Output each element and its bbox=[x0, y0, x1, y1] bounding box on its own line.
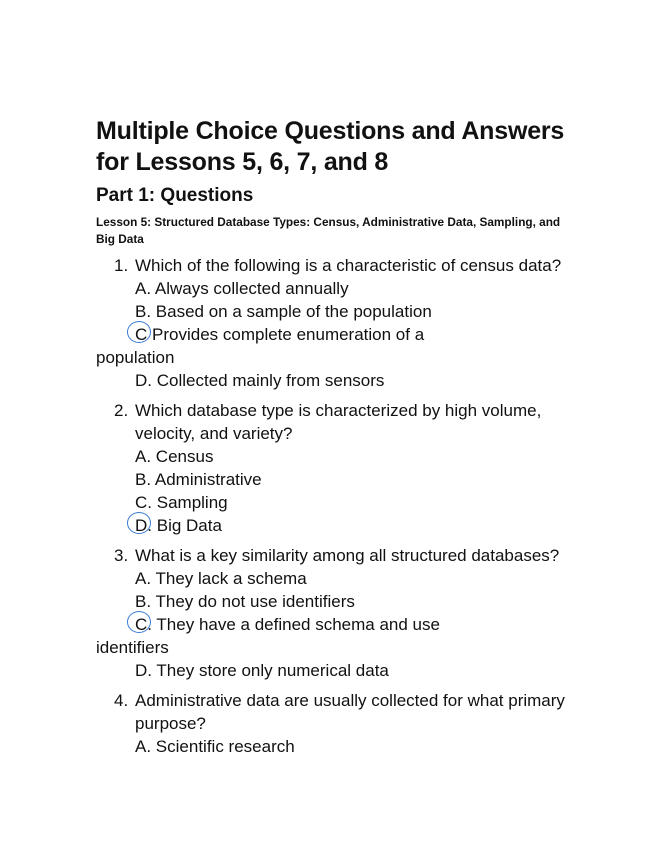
option-d bbox=[135, 659, 576, 682]
option-c bbox=[135, 491, 576, 514]
option-text: Census bbox=[155, 447, 214, 466]
question-number: 1. bbox=[114, 256, 129, 275]
option-letter: D. bbox=[135, 661, 152, 680]
option-c-correct bbox=[96, 323, 576, 369]
lesson-heading: Lesson 5: Structured Database Types: Census, Administrative Data, Sampling, and Big Data bbox=[96, 215, 561, 246]
option-b bbox=[135, 468, 576, 491]
option-a bbox=[135, 445, 576, 468]
answer-circle-mark: C bbox=[135, 325, 148, 344]
option-text-continued: population bbox=[96, 348, 175, 367]
question-3 bbox=[96, 544, 576, 682]
option-b bbox=[135, 590, 576, 613]
question-number: 3. bbox=[114, 546, 129, 565]
option-a bbox=[135, 277, 576, 300]
question-text: Which of the following is a characteristic of census data? bbox=[135, 256, 562, 275]
question-4 bbox=[96, 689, 576, 758]
question-1 bbox=[96, 254, 576, 392]
question-text: Which database type is characterized by high volume, velocity, and variety? bbox=[135, 401, 542, 443]
option-letter: B. bbox=[135, 592, 152, 611]
option-text: Always collected annually bbox=[154, 279, 349, 298]
answer-circle-mark: C. bbox=[135, 615, 152, 634]
option-text: They have a defined schema and use bbox=[156, 615, 440, 634]
option-text: Provides complete enumeration of a bbox=[152, 325, 425, 344]
option-letter: A. bbox=[135, 279, 152, 298]
option-b bbox=[135, 300, 576, 323]
option-letter: B. bbox=[135, 470, 152, 489]
option-text: Sampling bbox=[156, 493, 228, 512]
option-text: Administrative bbox=[154, 470, 262, 489]
option-text-continued: identifiers bbox=[96, 638, 169, 657]
option-letter: D. bbox=[135, 371, 152, 390]
option-text: Based on a sample of the population bbox=[155, 302, 432, 321]
question-number: 2. bbox=[114, 401, 129, 420]
document-page bbox=[96, 116, 576, 758]
option-c-correct bbox=[96, 613, 576, 659]
option-a bbox=[135, 567, 576, 590]
part-heading: Part 1: Questions bbox=[96, 185, 254, 206]
option-text: They lack a schema bbox=[155, 569, 307, 588]
option-text: Collected mainly from sensors bbox=[156, 371, 385, 390]
option-letter: C. bbox=[135, 493, 152, 512]
option-d bbox=[135, 369, 576, 392]
option-a bbox=[135, 735, 576, 758]
question-text: What is a key similarity among all structured databases? bbox=[135, 546, 560, 565]
option-text: Big Data bbox=[156, 516, 222, 535]
question-number: 4. bbox=[114, 691, 129, 710]
answer-circle-mark: D. bbox=[135, 516, 152, 535]
option-letter: A. bbox=[135, 447, 152, 466]
option-text: They do not use identifiers bbox=[155, 592, 355, 611]
option-letter: B. bbox=[135, 302, 152, 321]
option-text: They store only numerical data bbox=[156, 661, 389, 680]
question-2 bbox=[96, 399, 576, 537]
document-title: Multiple Choice Questions and Answers for Lessons 5, 6, 7, and 8 bbox=[96, 117, 565, 176]
option-letter: A. bbox=[135, 569, 152, 588]
option-d-correct bbox=[135, 514, 576, 537]
option-letter: A. bbox=[135, 737, 152, 756]
question-text: Administrative data are usually collected for what primary purpose? bbox=[135, 691, 565, 733]
option-text: Scientific research bbox=[155, 737, 295, 756]
